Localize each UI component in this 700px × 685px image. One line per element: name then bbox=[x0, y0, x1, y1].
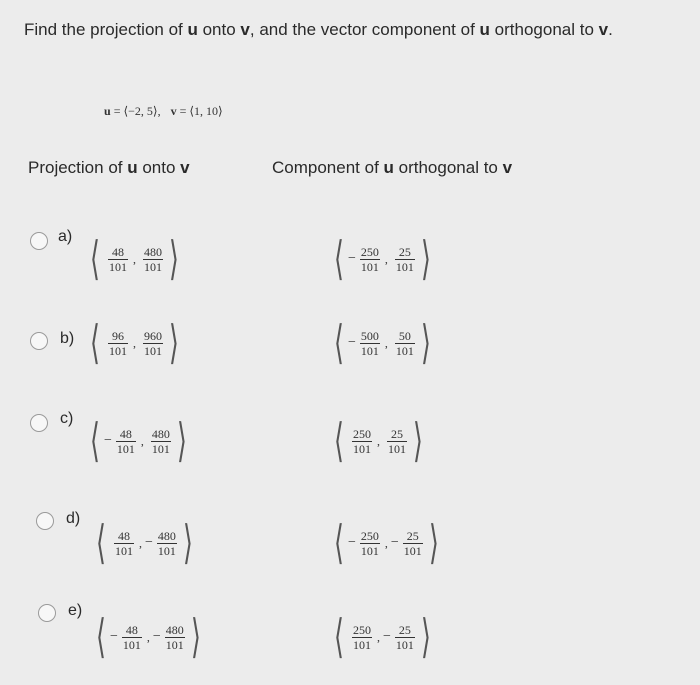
fraction-numerator: 250 bbox=[352, 426, 371, 441]
fraction-denominator: 101 bbox=[352, 441, 371, 456]
fraction-numerator: 96 bbox=[111, 328, 124, 343]
left-angle-bracket: ⟨ bbox=[90, 415, 100, 466]
question-part: orthogonal to bbox=[489, 20, 599, 39]
projection-vector bbox=[92, 611, 205, 662]
comma-separator: , bbox=[132, 251, 136, 266]
fraction-numerator: 480 bbox=[143, 244, 162, 259]
fraction bbox=[352, 427, 372, 456]
right-angle-bracket: ⟩ bbox=[176, 415, 187, 466]
fraction-numerator: 25 bbox=[406, 528, 419, 543]
radio-button[interactable] bbox=[30, 414, 48, 432]
minus-sign: − bbox=[382, 629, 391, 644]
fraction-numerator: 48 bbox=[125, 622, 138, 637]
option-letter: b) bbox=[60, 330, 75, 347]
minus-sign: − bbox=[103, 433, 112, 448]
orthogonal-component-vector bbox=[330, 317, 435, 368]
minus-sign: − bbox=[152, 629, 161, 644]
given-vectors bbox=[104, 104, 223, 119]
given-u-label: u bbox=[104, 104, 111, 118]
orthogonal-component-vector bbox=[330, 611, 435, 662]
answer-option-c[interactable] bbox=[0, 404, 700, 484]
fraction-numerator: 500 bbox=[360, 328, 379, 343]
option-letter: c) bbox=[60, 410, 74, 427]
comma-separator: , bbox=[376, 629, 380, 644]
left-angle-bracket: ⟨ bbox=[90, 233, 100, 284]
fraction bbox=[165, 623, 185, 652]
fraction-denominator: 101 bbox=[143, 259, 162, 274]
fraction-numerator: 480 bbox=[151, 426, 170, 441]
right-angle-bracket: ⟩ bbox=[182, 517, 193, 568]
fraction bbox=[116, 427, 136, 456]
fraction-numerator: 480 bbox=[157, 528, 176, 543]
minus-sign: − bbox=[390, 535, 399, 550]
fraction-denominator: 101 bbox=[116, 441, 135, 456]
fraction-numerator: 48 bbox=[119, 426, 132, 441]
question-part: . bbox=[608, 20, 613, 39]
fraction bbox=[360, 529, 380, 558]
question-text bbox=[24, 20, 613, 40]
fraction-numerator: 250 bbox=[360, 528, 379, 543]
fraction-numerator: 48 bbox=[111, 244, 124, 259]
vector-u-symbol: u bbox=[479, 20, 490, 39]
orthogonal-column-header bbox=[272, 158, 512, 178]
comma-separator: , bbox=[132, 335, 136, 350]
given-u-value: = ⟨−2, 5⟩, bbox=[110, 104, 161, 118]
radio-button[interactable] bbox=[38, 604, 56, 622]
right-angle-bracket: ⟩ bbox=[412, 415, 423, 466]
left-angle-bracket: ⟨ bbox=[334, 317, 344, 368]
right-angle-bracket: ⟩ bbox=[168, 317, 179, 368]
fraction bbox=[360, 329, 380, 358]
left-angle-bracket: ⟨ bbox=[334, 611, 344, 662]
vector-v-symbol: v bbox=[240, 20, 250, 39]
fraction-numerator: 25 bbox=[398, 244, 411, 259]
orthogonal-component-vector bbox=[330, 233, 435, 284]
fraction-denominator: 101 bbox=[387, 441, 406, 456]
answer-option-d[interactable] bbox=[0, 506, 700, 586]
vector-u-symbol: u bbox=[127, 158, 138, 177]
vector-v-symbol: v bbox=[180, 158, 190, 177]
fraction bbox=[395, 245, 415, 274]
radio-button[interactable] bbox=[30, 332, 48, 350]
header-part: orthogonal to bbox=[393, 158, 503, 177]
minus-sign: − bbox=[347, 251, 356, 266]
comma-separator: , bbox=[146, 629, 150, 644]
fraction-denominator: 101 bbox=[122, 637, 141, 652]
left-angle-bracket: ⟨ bbox=[96, 517, 106, 568]
fraction-denominator: 101 bbox=[108, 259, 127, 274]
radio-button[interactable] bbox=[36, 512, 54, 530]
comma-separator: , bbox=[140, 433, 144, 448]
minus-sign: − bbox=[347, 335, 356, 350]
fraction-denominator: 101 bbox=[403, 543, 422, 558]
right-angle-bracket: ⟩ bbox=[420, 611, 431, 662]
fraction-denominator: 101 bbox=[360, 259, 379, 274]
header-part: Component of bbox=[272, 158, 384, 177]
vector-u-symbol: u bbox=[383, 158, 394, 177]
vector-u-symbol: u bbox=[187, 20, 198, 39]
fraction-denominator: 101 bbox=[143, 343, 162, 358]
projection-vector bbox=[86, 233, 183, 284]
left-angle-bracket: ⟨ bbox=[334, 415, 344, 466]
given-v-label: v bbox=[170, 104, 177, 118]
header-part: onto bbox=[137, 158, 181, 177]
orthogonal-component-vector bbox=[330, 415, 427, 466]
left-angle-bracket: ⟨ bbox=[96, 611, 106, 662]
fraction bbox=[122, 623, 142, 652]
option-letter: e) bbox=[68, 602, 83, 619]
fraction bbox=[151, 427, 171, 456]
left-angle-bracket: ⟨ bbox=[334, 233, 344, 284]
comma-separator: , bbox=[376, 433, 380, 448]
fraction bbox=[352, 623, 372, 652]
fraction-denominator: 101 bbox=[151, 441, 170, 456]
projection-vector bbox=[86, 415, 191, 466]
question-part: , and the vector component of bbox=[249, 20, 480, 39]
comma-separator: , bbox=[138, 535, 142, 550]
fraction bbox=[360, 245, 380, 274]
fraction-denominator: 101 bbox=[360, 543, 379, 558]
fraction bbox=[143, 329, 163, 358]
fraction-numerator: 960 bbox=[143, 328, 162, 343]
left-angle-bracket: ⟨ bbox=[334, 517, 344, 568]
projection-column-header bbox=[28, 158, 190, 178]
fraction-denominator: 101 bbox=[395, 343, 414, 358]
fraction-denominator: 101 bbox=[157, 543, 176, 558]
radio-button[interactable] bbox=[30, 232, 48, 250]
fraction-numerator: 480 bbox=[165, 622, 184, 637]
fraction-denominator: 101 bbox=[352, 637, 371, 652]
fraction bbox=[395, 329, 415, 358]
right-angle-bracket: ⟩ bbox=[420, 317, 431, 368]
fraction-numerator: 50 bbox=[398, 328, 411, 343]
given-v-value: = ⟨1, 10⟩ bbox=[176, 104, 223, 118]
right-angle-bracket: ⟩ bbox=[168, 233, 179, 284]
comma-separator: , bbox=[384, 535, 388, 550]
left-angle-bracket: ⟨ bbox=[90, 317, 100, 368]
fraction-numerator: 25 bbox=[390, 426, 403, 441]
fraction bbox=[403, 529, 423, 558]
fraction-denominator: 101 bbox=[395, 637, 414, 652]
minus-sign: − bbox=[144, 535, 153, 550]
projection-vector bbox=[92, 517, 197, 568]
comma-separator: , bbox=[384, 251, 388, 266]
question-part: Find the projection of bbox=[24, 20, 188, 39]
answer-option-e[interactable] bbox=[0, 598, 700, 678]
fraction bbox=[143, 245, 163, 274]
projection-vector bbox=[86, 317, 183, 368]
fraction-numerator: 250 bbox=[360, 244, 379, 259]
fraction bbox=[395, 623, 415, 652]
minus-sign: − bbox=[347, 535, 356, 550]
option-letter: a) bbox=[58, 228, 73, 245]
right-angle-bracket: ⟩ bbox=[190, 611, 201, 662]
comma-separator: , bbox=[384, 335, 388, 350]
option-letter: d) bbox=[66, 510, 81, 527]
answer-option-b[interactable] bbox=[0, 318, 700, 398]
fraction bbox=[114, 529, 134, 558]
fraction-numerator: 25 bbox=[398, 622, 411, 637]
orthogonal-component-vector bbox=[330, 517, 443, 568]
vector-v-symbol: v bbox=[598, 20, 609, 39]
right-angle-bracket: ⟩ bbox=[420, 233, 431, 284]
vector-v-symbol: v bbox=[502, 158, 513, 177]
header-part: Projection of bbox=[28, 158, 128, 177]
fraction-denominator: 101 bbox=[165, 637, 184, 652]
fraction bbox=[387, 427, 407, 456]
fraction-numerator: 250 bbox=[352, 622, 371, 637]
minus-sign: − bbox=[109, 629, 118, 644]
answer-option-a[interactable] bbox=[0, 228, 700, 308]
fraction-denominator: 101 bbox=[360, 343, 379, 358]
fraction-numerator: 48 bbox=[117, 528, 130, 543]
fraction bbox=[108, 329, 128, 358]
right-angle-bracket: ⟩ bbox=[428, 517, 439, 568]
fraction-denominator: 101 bbox=[108, 343, 127, 358]
fraction bbox=[157, 529, 177, 558]
fraction-denominator: 101 bbox=[395, 259, 414, 274]
fraction-denominator: 101 bbox=[114, 543, 133, 558]
fraction bbox=[108, 245, 128, 274]
question-part: onto bbox=[197, 20, 241, 39]
